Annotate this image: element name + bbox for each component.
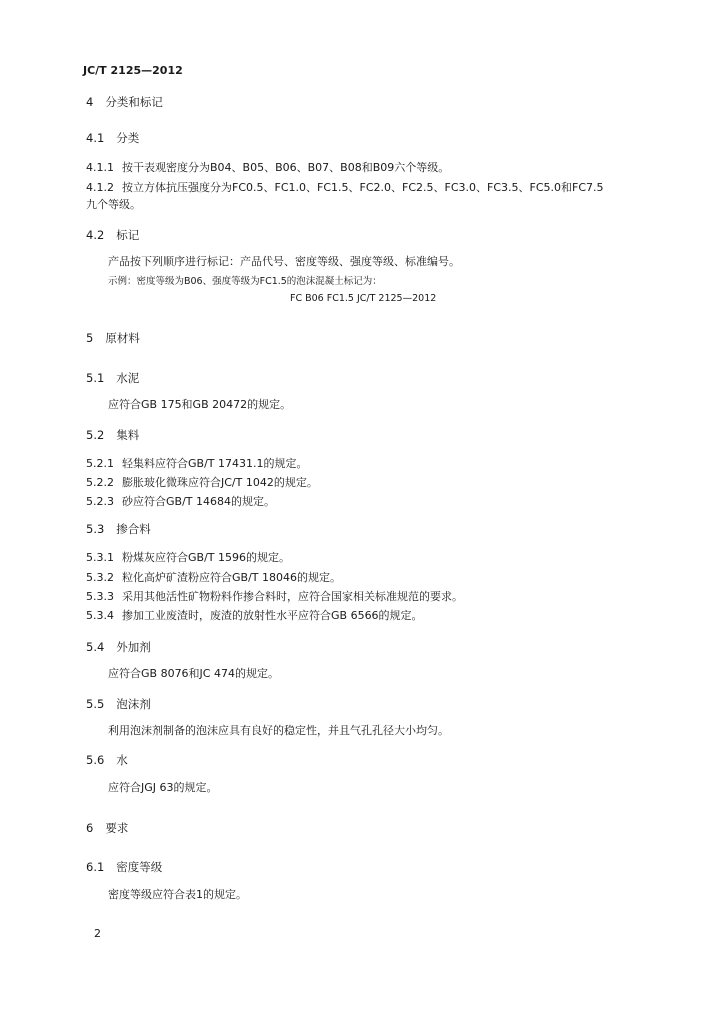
- section-5-1-heading: 5.1 水泥: [86, 371, 140, 385]
- section-5-5-body: 利用泡沫剂制备的泡沫应具有良好的稳定性，并且气孔孔径大小均匀。: [108, 724, 449, 737]
- section-5-2-heading: 5.2 集料: [86, 428, 140, 442]
- section-5-heading: 5 原材料: [86, 331, 140, 345]
- section-5-4-body: 应符合GB 8076和JC 474的规定。: [108, 667, 279, 680]
- section-6-1-heading: 6.1 密度等级: [86, 860, 163, 874]
- clause-5-3-3: 5.3.3 采用其他活性矿物粉料作掺合料时，应符合国家相关标准规范的要求。: [86, 590, 463, 603]
- clause-5-3-4: 5.3.4 掺加工业废渣时，废渣的放射性水平应符合GB 6566的规定。: [86, 609, 423, 622]
- clause-4-1-2: 4.1.2 按立方体抗压强度分为FC0.5、FC1.0、FC1.5、FC2.0、FC2.5、FC3.0、FC3.5、FC5.0和FC7.5: [86, 181, 604, 194]
- section-5-5-heading: 5.5 泡沫剂: [86, 697, 151, 711]
- clause-4-1-1: 4.1.1 按干表观密度分为B04、B05、B06、B07、B08和B09六个等级。: [86, 161, 450, 174]
- marking-example-code: FC B06 FC1.5 JC/T 2125—2012: [290, 293, 437, 304]
- marking-order-text: 产品按下列顺序进行标记：产品代号、密度等级、强度等级、标准编号。: [108, 255, 460, 268]
- clause-5-3-1: 5.3.1 粉煤灰应符合GB/T 1596的规定。: [86, 551, 290, 564]
- section-5-6-heading: 5.6 水: [86, 753, 128, 767]
- section-4-1-heading: 4.1 分类: [86, 131, 140, 145]
- section-4-2-heading: 4.2 标记: [86, 228, 140, 242]
- section-5-4-heading: 5.4 外加剂: [86, 640, 151, 654]
- page-number: 2: [94, 927, 101, 940]
- standard-code-header: JC/T 2125—2012: [83, 64, 183, 77]
- section-5-6-body: 应符合JGJ 63的规定。: [108, 781, 218, 794]
- marking-example-text: 示例：密度等级为B06、强度等级为FC1.5的泡沫混凝土标记为：: [108, 276, 382, 287]
- section-5-1-body: 应符合GB 175和GB 20472的规定。: [108, 398, 292, 411]
- section-6-heading: 6 要求: [86, 821, 129, 835]
- clause-4-1-2-continued: 九个等级。: [86, 198, 141, 211]
- clause-5-2-2: 5.2.2 膨胀玻化微珠应符合JC/T 1042的规定。: [86, 476, 318, 489]
- clause-5-3-2: 5.3.2 粒化高炉矿渣粉应符合GB/T 18046的规定。: [86, 571, 341, 584]
- clause-5-2-1: 5.2.1 轻集料应符合GB/T 17431.1的规定。: [86, 457, 308, 470]
- section-4-heading: 4 分类和标记: [86, 95, 163, 109]
- clause-5-2-3: 5.2.3 砂应符合GB/T 14684的规定。: [86, 495, 275, 508]
- section-6-1-body: 密度等级应符合表1的规定。: [108, 888, 247, 901]
- section-5-3-heading: 5.3 掺合料: [86, 522, 151, 536]
